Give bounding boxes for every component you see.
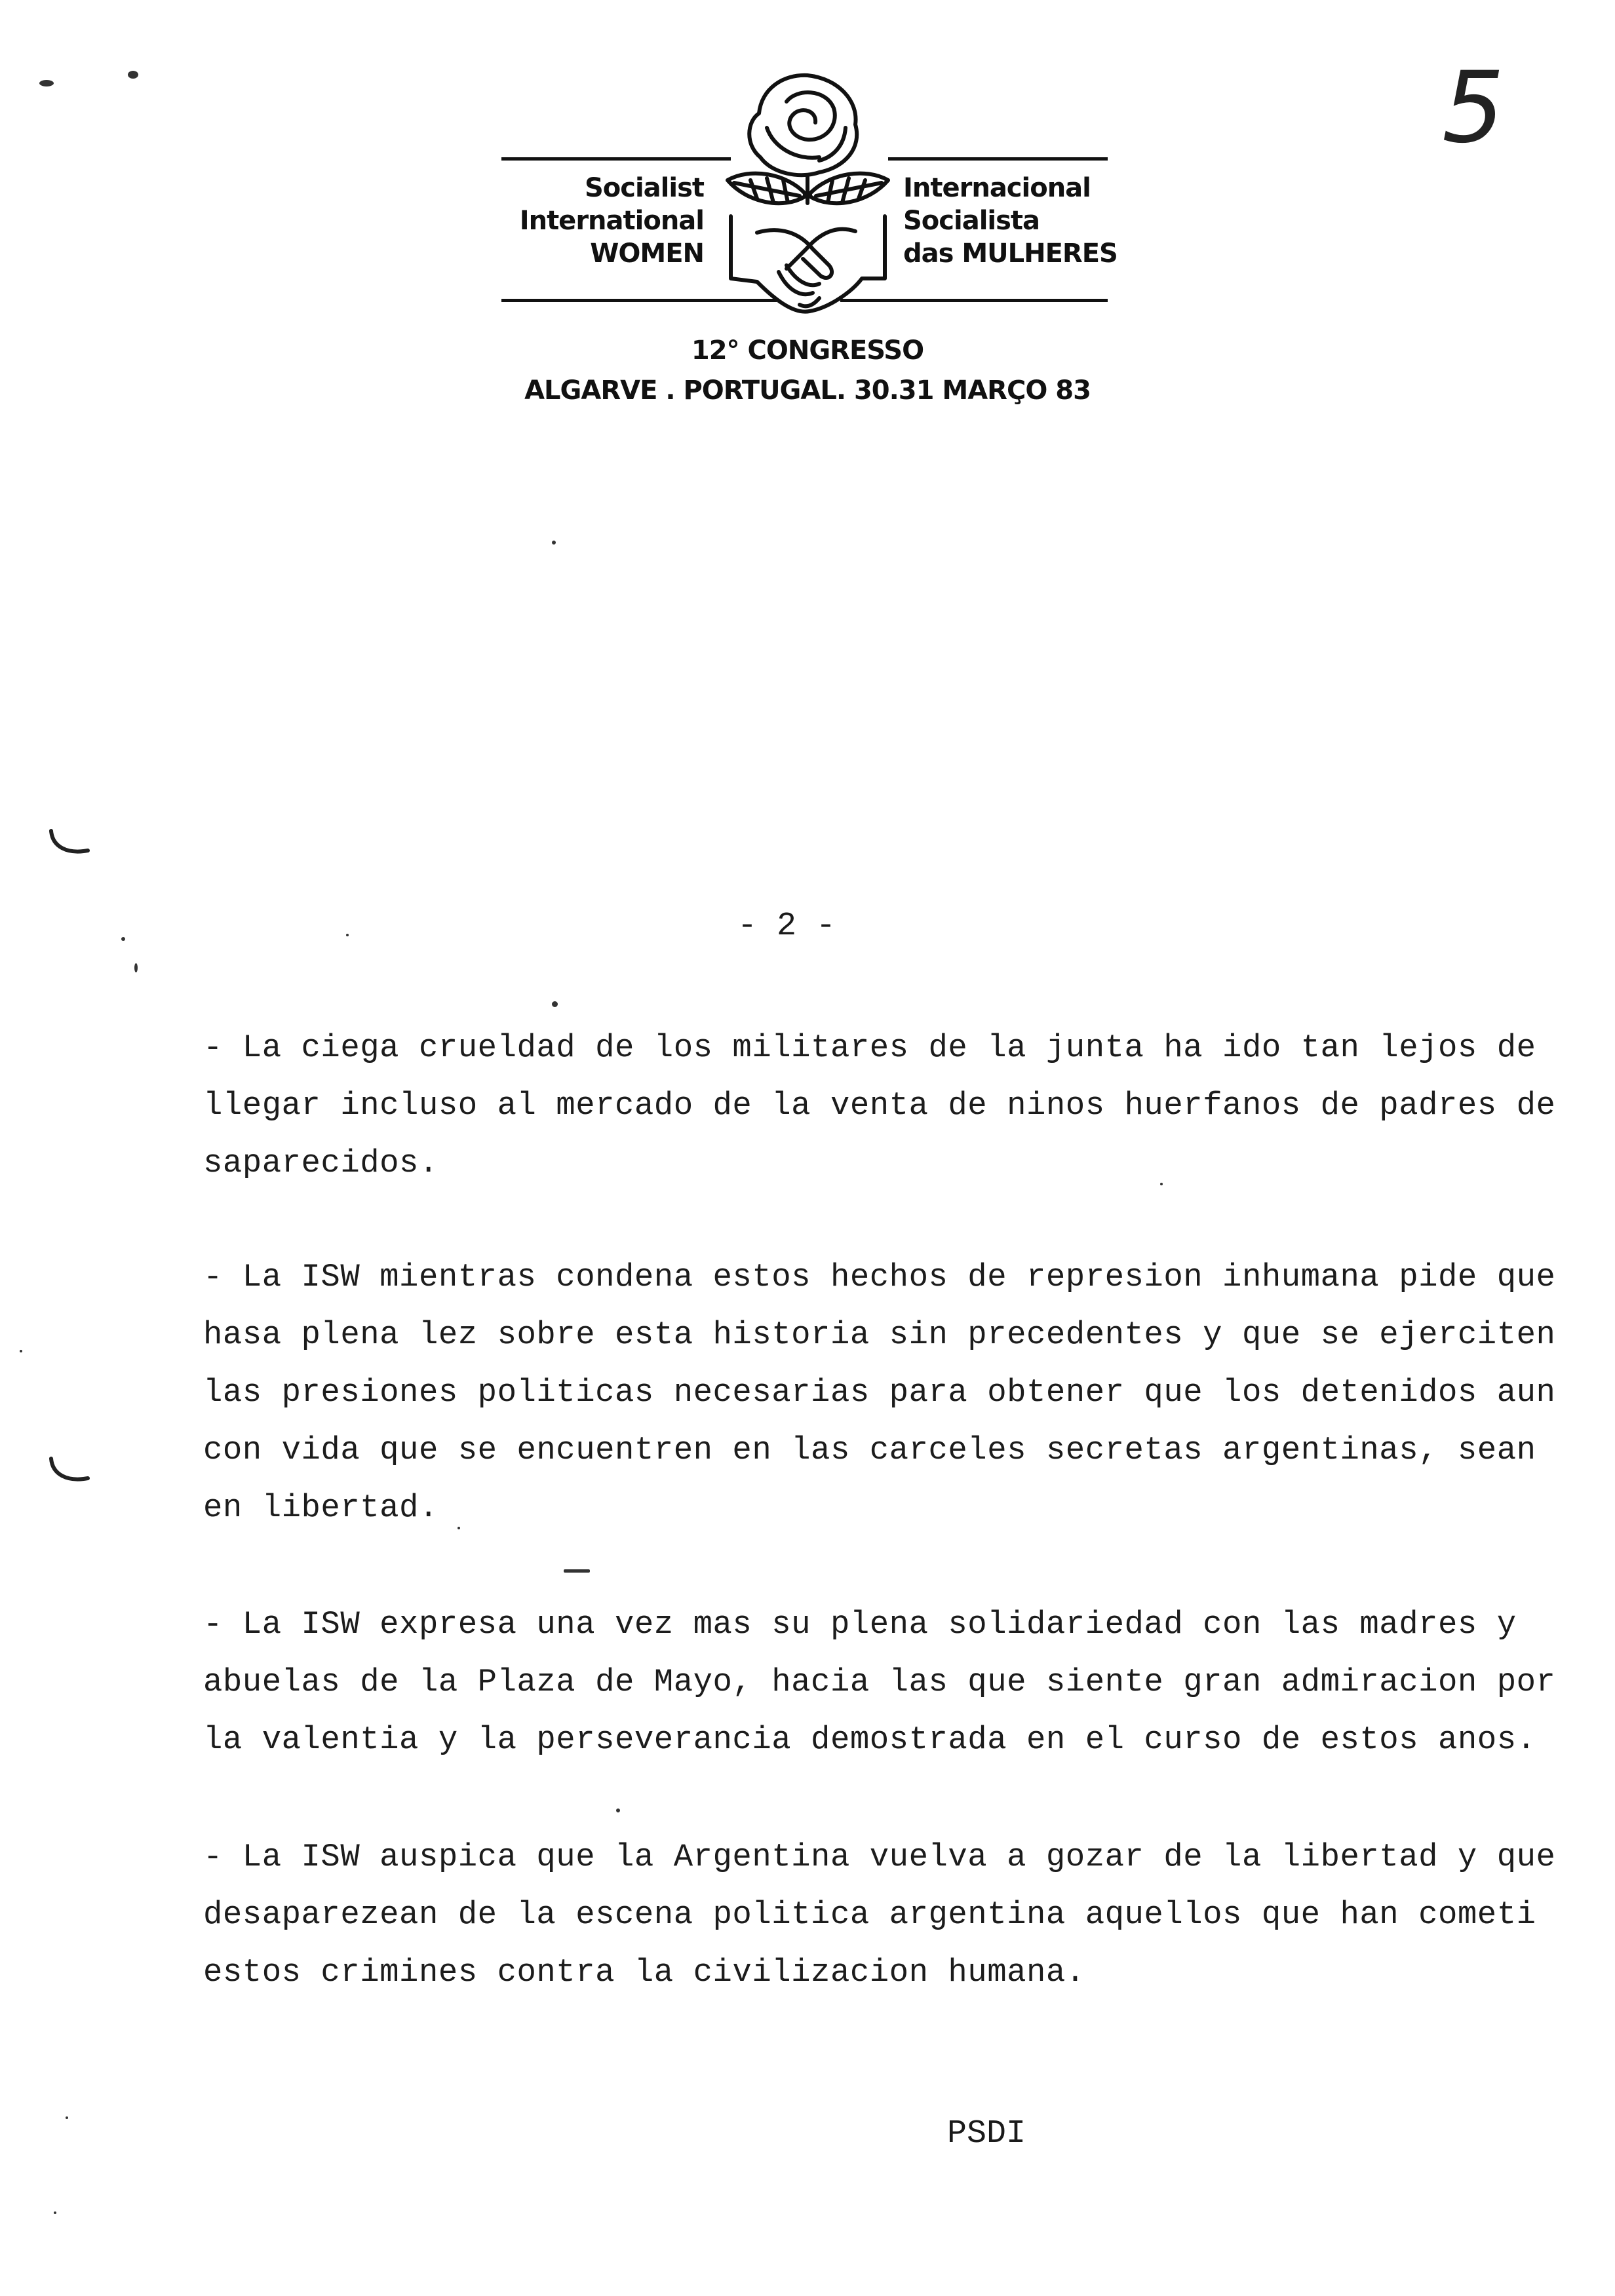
paragraph-1: - La ciega crueldad de los militares de la junta ha ido tan lejos de llegar incluso al mercado de la venta de ninos huerfanos de padres de saparecidos.: [203, 1029, 1556, 1181]
scan-speck: [128, 71, 138, 79]
paragraph-2: - La ISW mientras condena estos hechos de represion inhumana pide que hasa plena lez sobre esta historia sin precedentes y que se ejerciten las presiones politicas necesarias para obtener que los detenidos aun con vida que se encuentren en las carceles secretas argentinas, sean en libertad.: [203, 1259, 1556, 1526]
paragraph-3: - La ISW expresa una vez mas su plena solidariedad con las madres y abuelas de la Plaza de Mayo, hacia las que siente gran admiracion por la valentia y la perseverancia demostrada en el curso de estos anos.: [203, 1606, 1556, 1758]
scan-speck: [20, 1350, 22, 1352]
scan-speck: [552, 541, 556, 545]
scan-speck: [564, 1569, 590, 1573]
scan-speck: [39, 80, 54, 86]
scan-speck: [616, 1808, 620, 1812]
scan-speck: [552, 1001, 558, 1007]
letterhead-top-rule-left: [501, 157, 731, 161]
paragraph-4: - La ISW auspica que la Argentina vuelva a gozar de la libertad y que desaparezean de la escena politica argentina aquellos que han cometi estos crimines contra la civilizacion humana.: [203, 1839, 1556, 1991]
punch-hole-mark-icon: [47, 827, 93, 860]
page-number: - 2 -: [737, 908, 836, 945]
scan-speck: [54, 2211, 56, 2214]
congress-location-date: ALGARVE . PORTUGAL. 30.31 MARÇO 83: [524, 375, 1091, 406]
letterhead-left-line-1: Socialist: [584, 173, 704, 203]
scan-speck: [66, 2116, 68, 2119]
letterhead-english-name: [520, 172, 704, 270]
letterhead-left-line-2: International: [519, 206, 704, 236]
scan-speck: [457, 1527, 460, 1529]
letterhead-portuguese-name: [903, 172, 1118, 270]
scan-speck: [1160, 1183, 1163, 1185]
punch-hole-mark-icon: [47, 1455, 93, 1487]
letterhead-left-line-3: WOMEN: [590, 239, 704, 269]
letterhead-top-rule-right: [888, 157, 1108, 161]
congress-title: 12° CONGRESSO: [691, 335, 924, 366]
handwritten-page-mark: 5: [1442, 51, 1505, 165]
letterhead-right-line-2: Socialista: [903, 206, 1040, 236]
scan-speck: [134, 963, 138, 972]
scan-speck: [121, 937, 125, 941]
signature-party: PSDI: [947, 2115, 1026, 2152]
rose-handshake-logo-icon: [721, 62, 895, 318]
scan-speck: [346, 934, 349, 936]
letterhead-right-line-3: das MULHERES: [903, 239, 1118, 269]
letterhead-right-line-1: Internacional: [903, 173, 1091, 203]
